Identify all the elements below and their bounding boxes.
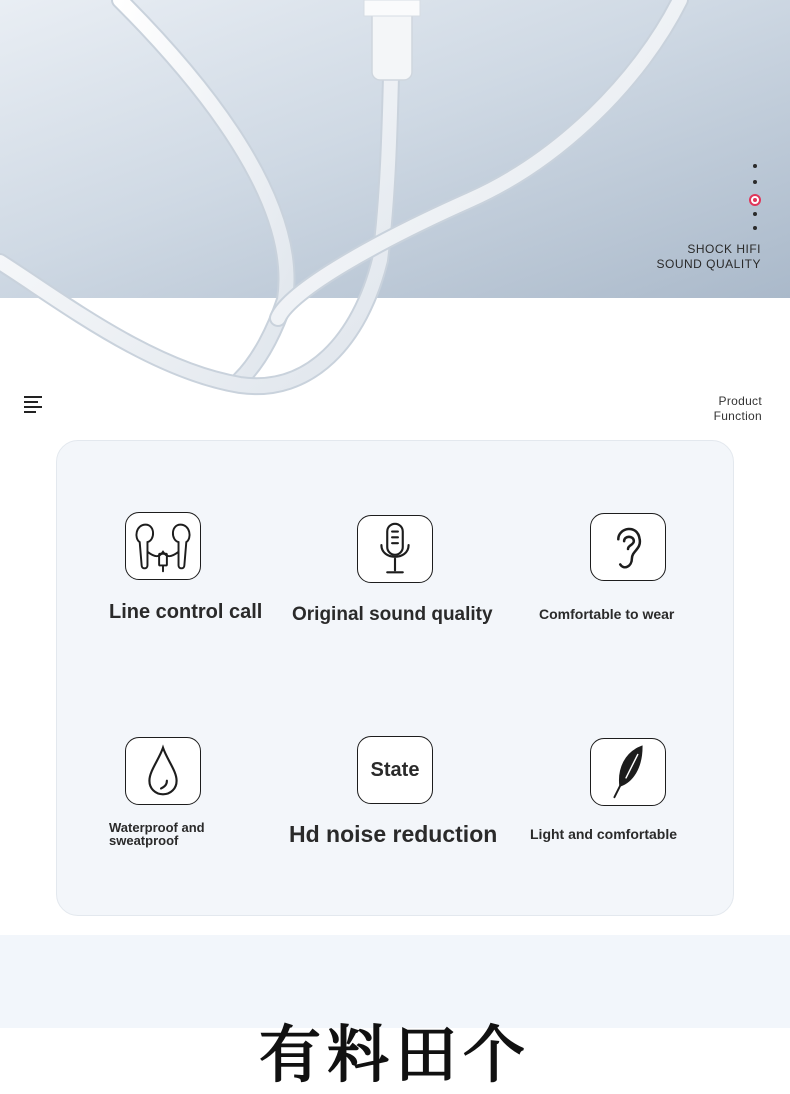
feature-label-waterproof-line2: sweatproof [109, 833, 179, 848]
feature-label-waterproof [109, 821, 205, 847]
feather-icon [590, 738, 666, 806]
earbuds-icon [125, 512, 201, 580]
state-icon-text: State [370, 758, 420, 781]
feature-label-noise-reduction: Hd noise reduction [289, 821, 498, 847]
feature-label-comfortable: Comfortable to wear [539, 606, 675, 622]
bottom-section [0, 935, 790, 1091]
water-drop-icon [125, 737, 201, 805]
section-caption-line1: Product [718, 394, 762, 408]
cable-illustration [0, 0, 790, 400]
section-caption-line2: Function [713, 409, 762, 423]
feature-label-sound-quality: Original sound quality [292, 604, 493, 625]
indicator-dot[interactable] [753, 212, 757, 216]
microphone-icon [357, 515, 433, 583]
hero-caption-line2: SOUND QUALITY [656, 257, 761, 271]
indicator-dot-active[interactable] [749, 194, 761, 206]
bottom-title: 有料田个 [258, 1018, 531, 1091]
feature-label-waterproof-line1: Waterproof and [109, 820, 205, 835]
hero-caption [656, 242, 761, 272]
feature-label-light: Light and comfortable [530, 826, 677, 842]
indicator-dot[interactable] [753, 226, 757, 230]
feature-label-line-control: Line control call [109, 601, 263, 623]
hero-caption-line1: SHOCK HIFI [687, 242, 761, 256]
feature-panel [56, 440, 734, 916]
state-icon [357, 736, 433, 804]
indicator-dot[interactable] [753, 180, 757, 184]
slide-indicator[interactable] [745, 162, 765, 236]
indicator-dot[interactable] [753, 164, 757, 168]
ear-icon [590, 513, 666, 581]
